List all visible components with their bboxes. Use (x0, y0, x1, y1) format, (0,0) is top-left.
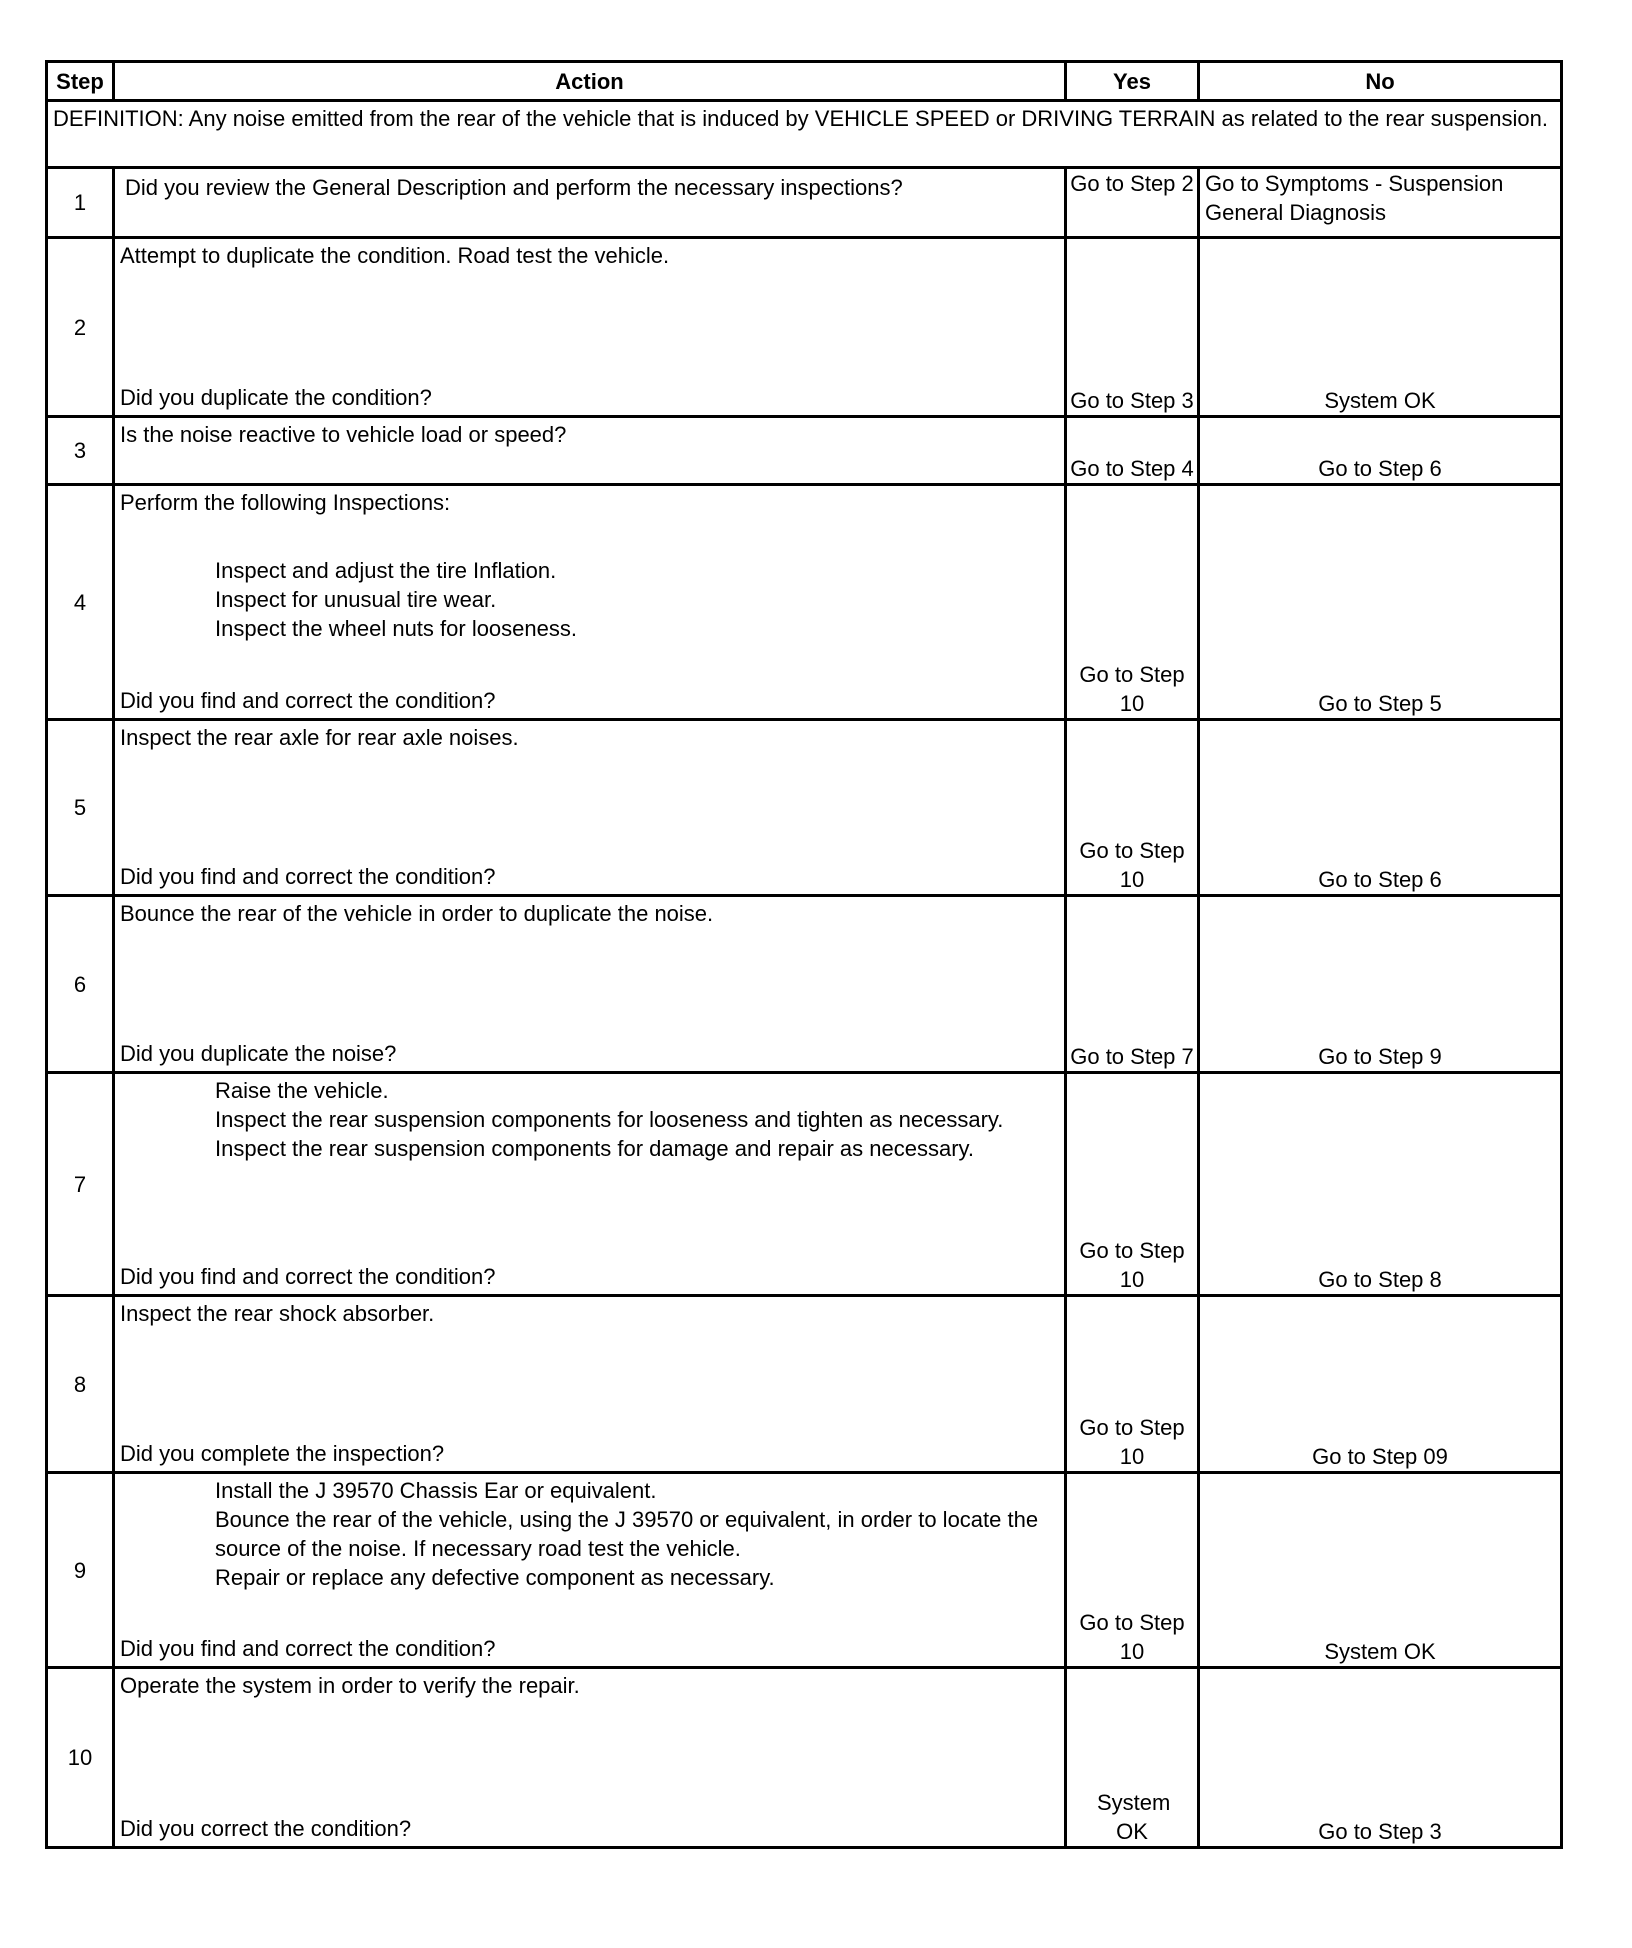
yes-cell: Go to Step 3 (1066, 238, 1199, 417)
no-cell: Go to Step 9 (1199, 896, 1562, 1073)
action-question: Is the noise reactive to vehicle load or speed? (120, 422, 567, 447)
action-instruction: Bounce the rear of the vehicle in order to duplicate the noise. (120, 901, 714, 926)
action-instruction: Perform the following Inspections: (120, 490, 451, 515)
action-substep: Inspect and adjust the tire Inflation. (215, 558, 557, 583)
yes-cell: Go to Step 10 (1066, 1473, 1199, 1668)
header-row (47, 62, 1562, 101)
yes-cell: Go to Step 10 (1066, 485, 1199, 720)
action-instruction: Attempt to duplicate the condition. Road test the vehicle. (120, 243, 670, 268)
step-number: 2 (47, 238, 114, 417)
no-cell: Go to Step 09 (1199, 1296, 1562, 1473)
step-number: 9 (47, 1473, 114, 1668)
yes-cell: Go to Step 7 (1066, 896, 1199, 1073)
no-cell: Go to Step 6 (1199, 417, 1562, 485)
step-number: 10 (47, 1668, 114, 1848)
action-substep: Repair or replace any defective component as necessary. (215, 1565, 775, 1590)
header-action: Action (114, 62, 1066, 101)
header-no: No (1199, 62, 1562, 101)
step-number: 3 (47, 417, 114, 485)
no-cell: System OK (1199, 1473, 1562, 1668)
action-instruction: Operate the system in order to verify the repair. (120, 1673, 580, 1698)
action-substep: Inspect for unusual tire wear. (215, 587, 497, 612)
action-cell (114, 485, 1066, 720)
action-substep: Raise the vehicle. (215, 1078, 389, 1103)
no-cell: Go to Step 8 (1199, 1073, 1562, 1296)
action-question: Did you find and correct the condition? (120, 1264, 496, 1289)
action-instruction: Inspect the rear axle for rear axle noises. (120, 725, 519, 750)
step-number: 6 (47, 896, 114, 1073)
action-cell (114, 1668, 1066, 1848)
table-row (47, 485, 1562, 720)
action-question: Did you find and correct the condition? (120, 688, 496, 713)
yes-cell: System OK (1066, 1668, 1199, 1848)
no-cell: Go to Step 3 (1199, 1668, 1562, 1848)
action-substep: Install the J 39570 Chassis Ear or equivalent. (215, 1478, 657, 1503)
action-cell (114, 1073, 1066, 1296)
table-row (47, 238, 1562, 417)
action-substep: Inspect the rear suspension components for looseness and tighten as necessary. (215, 1107, 1004, 1132)
action-substep: Bounce the rear of the vehicle, using the J 39570 or equivalent, in order to locate the source of the noise. If necessary road test the vehicle. (215, 1507, 1039, 1561)
yes-cell: Go to Step 4 (1066, 417, 1199, 485)
no-cell: Go to Step 6 (1199, 720, 1562, 896)
action-cell (114, 720, 1066, 896)
action-cell (114, 896, 1066, 1073)
action-question: Did you duplicate the condition? (120, 385, 432, 410)
no-cell: Go to Symptoms - Suspension General Diagnosis (1199, 168, 1562, 238)
table-row (47, 720, 1562, 896)
action-instruction: Inspect the rear shock absorber. (120, 1301, 435, 1326)
definition-row (47, 101, 1562, 168)
step-number: 1 (47, 168, 114, 238)
action-cell (114, 1473, 1066, 1668)
action-cell (114, 417, 1066, 485)
yes-cell: Go to Step 10 (1066, 1073, 1199, 1296)
action-question: Did you find and correct the condition? (120, 864, 496, 889)
action-question: Did you review the General Description and perform the necessary inspections? (125, 175, 903, 200)
action-cell (114, 168, 1066, 238)
step-number: 4 (47, 485, 114, 720)
no-cell: System OK (1199, 238, 1562, 417)
table-row (47, 896, 1562, 1073)
table-row (47, 1073, 1562, 1296)
action-question: Did you complete the inspection? (120, 1441, 445, 1466)
action-substep: Inspect the rear suspension components for damage and repair as necessary. (215, 1136, 975, 1161)
definition-text: DEFINITION: Any noise emitted from the rear of the vehicle that is induced by VEHICLE SPEED or DRIVING TERRAIN as related to the rear suspension. (47, 101, 1562, 168)
action-question: Did you duplicate the noise? (120, 1041, 397, 1066)
action-cell (114, 238, 1066, 417)
step-number: 8 (47, 1296, 114, 1473)
no-cell: Go to Step 5 (1199, 485, 1562, 720)
table-row (47, 1668, 1562, 1848)
table-row (47, 1296, 1562, 1473)
table-row (47, 417, 1562, 485)
yes-cell: Go to Step 10 (1066, 1296, 1199, 1473)
header-step: Step (47, 62, 114, 101)
yes-cell: Go to Step 10 (1066, 720, 1199, 896)
step-number: 7 (47, 1073, 114, 1296)
action-question: Did you find and correct the condition? (120, 1636, 496, 1661)
action-question: Did you correct the condition? (120, 1816, 412, 1841)
table-row (47, 1473, 1562, 1668)
yes-cell: Go to Step 2 (1066, 168, 1199, 238)
action-substep: Inspect the wheel nuts for looseness. (215, 616, 577, 641)
table-row (47, 168, 1562, 238)
header-yes: Yes (1066, 62, 1199, 101)
action-cell (114, 1296, 1066, 1473)
step-number: 5 (47, 720, 114, 896)
diagnostic-table (45, 60, 1563, 1849)
